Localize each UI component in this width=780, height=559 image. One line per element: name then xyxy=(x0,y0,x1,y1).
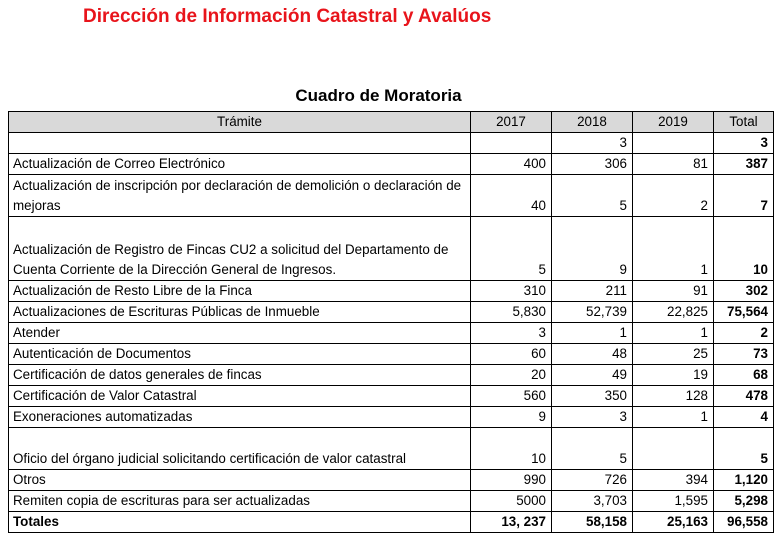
cell-total: 73 xyxy=(714,344,774,365)
cell-2019: 81 xyxy=(633,154,714,175)
row-label: Actualización de Registro de Fincas CU2 a solicitud del Departamento de Cuenta Corriente de la Dirección General de Ingresos. xyxy=(9,217,471,281)
row-label: Autenticación de Documentos xyxy=(9,344,471,365)
cell-total: 5 xyxy=(714,428,774,470)
cell-2017: 40 xyxy=(471,175,552,217)
table-row xyxy=(9,386,774,407)
header-2017: 2017 xyxy=(471,112,552,133)
cell-2019 xyxy=(633,428,714,470)
cell-2017: 9 xyxy=(471,407,552,428)
cell-2017: 400 xyxy=(471,154,552,175)
cell-2017: 60 xyxy=(471,344,552,365)
cell-2019: 1,595 xyxy=(633,491,714,512)
cell-2018: 211 xyxy=(552,281,633,302)
cell-2018: 5 xyxy=(552,428,633,470)
cell-total: 1,120 xyxy=(714,470,774,491)
row-label xyxy=(9,133,471,154)
row-label: Exoneraciones automatizadas xyxy=(9,407,471,428)
cell-total: 5,298 xyxy=(714,491,774,512)
cell-2019: 25 xyxy=(633,344,714,365)
header-tramite: Trámite xyxy=(9,112,471,133)
row-label: Oficio del órgano judicial solicitando certificación de valor catastral xyxy=(9,428,471,470)
cell-2017: 3 xyxy=(471,323,552,344)
cell-2019: 1 xyxy=(633,323,714,344)
totals-2018: 58,158 xyxy=(552,512,633,533)
cell-2019: 1 xyxy=(633,407,714,428)
row-label: Actualización de Correo Electrónico xyxy=(9,154,471,175)
cell-2018: 350 xyxy=(552,386,633,407)
cell-2017: 5 xyxy=(471,217,552,281)
table-row xyxy=(9,344,774,365)
table-row xyxy=(9,470,774,491)
cell-total: 478 xyxy=(714,386,774,407)
header-2018: 2018 xyxy=(552,112,633,133)
header-row xyxy=(9,112,774,133)
totals-2017: 13, 237 xyxy=(471,512,552,533)
cell-2018: 306 xyxy=(552,154,633,175)
table-title xyxy=(0,86,780,106)
row-label: Certificación de Valor Catastral xyxy=(9,386,471,407)
header-2019: 2019 xyxy=(633,112,714,133)
cell-2019: 1 xyxy=(633,217,714,281)
cell-2019: 2 xyxy=(633,175,714,217)
cell-2019: 128 xyxy=(633,386,714,407)
row-label: Actualización de inscripción por declaración de demolición o declaración de mejoras xyxy=(9,175,471,217)
cell-2019: 22,825 xyxy=(633,302,714,323)
cell-2018: 1 xyxy=(552,323,633,344)
totals-row xyxy=(9,512,774,533)
header-total: Total xyxy=(714,112,774,133)
cell-2017: 5,830 xyxy=(471,302,552,323)
row-label: Remiten copia de escrituras para ser actualizadas xyxy=(9,491,471,512)
row-label: Atender xyxy=(9,323,471,344)
cell-2019: 394 xyxy=(633,470,714,491)
cell-total: 302 xyxy=(714,281,774,302)
cell-total: 10 xyxy=(714,217,774,281)
table-row xyxy=(9,428,774,470)
cell-2019: 19 xyxy=(633,365,714,386)
table-row xyxy=(9,281,774,302)
table-row xyxy=(9,365,774,386)
cell-total: 68 xyxy=(714,365,774,386)
cell-2017 xyxy=(471,133,552,154)
cell-total: 2 xyxy=(714,323,774,344)
cell-2018: 3 xyxy=(552,133,633,154)
table-row xyxy=(9,154,774,175)
cell-total: 75,564 xyxy=(714,302,774,323)
totals-label: Totales xyxy=(9,512,471,533)
cell-2017: 990 xyxy=(471,470,552,491)
cell-total: 7 xyxy=(714,175,774,217)
cell-2018: 726 xyxy=(552,470,633,491)
table-row xyxy=(9,175,774,217)
cell-2019 xyxy=(633,133,714,154)
cell-2018: 49 xyxy=(552,365,633,386)
cell-2017: 310 xyxy=(471,281,552,302)
table-row xyxy=(9,323,774,344)
row-label: Actualización de Resto Libre de la Finca xyxy=(9,281,471,302)
cell-2018: 3 xyxy=(552,407,633,428)
cell-2018: 52,739 xyxy=(552,302,633,323)
row-label: Actualizaciones de Escrituras Públicas de Inmueble xyxy=(9,302,471,323)
cell-2018: 3,703 xyxy=(552,491,633,512)
totals-total: 96,558 xyxy=(714,512,774,533)
cell-2017: 560 xyxy=(471,386,552,407)
table-row xyxy=(9,407,774,428)
cell-total: 387 xyxy=(714,154,774,175)
cell-2017: 5000 xyxy=(471,491,552,512)
row-label: Otros xyxy=(9,470,471,491)
totals-2019: 25,163 xyxy=(633,512,714,533)
table-title-text: Cuadro de Moratoria xyxy=(295,86,462,105)
table-row xyxy=(9,491,774,512)
cell-2018: 5 xyxy=(552,175,633,217)
cell-total: 3 xyxy=(714,133,774,154)
table-row xyxy=(9,217,774,281)
moratoria-table xyxy=(8,111,774,533)
page-heading: Dirección de Información Catastral y Avalúos xyxy=(83,6,492,27)
table-row xyxy=(9,133,774,154)
cell-total: 4 xyxy=(714,407,774,428)
cell-2019: 91 xyxy=(633,281,714,302)
table-row xyxy=(9,302,774,323)
row-label: Certificación de datos generales de fincas xyxy=(9,365,471,386)
cell-2018: 9 xyxy=(552,217,633,281)
cell-2017: 20 xyxy=(471,365,552,386)
cell-2017: 10 xyxy=(471,428,552,470)
cell-2018: 48 xyxy=(552,344,633,365)
